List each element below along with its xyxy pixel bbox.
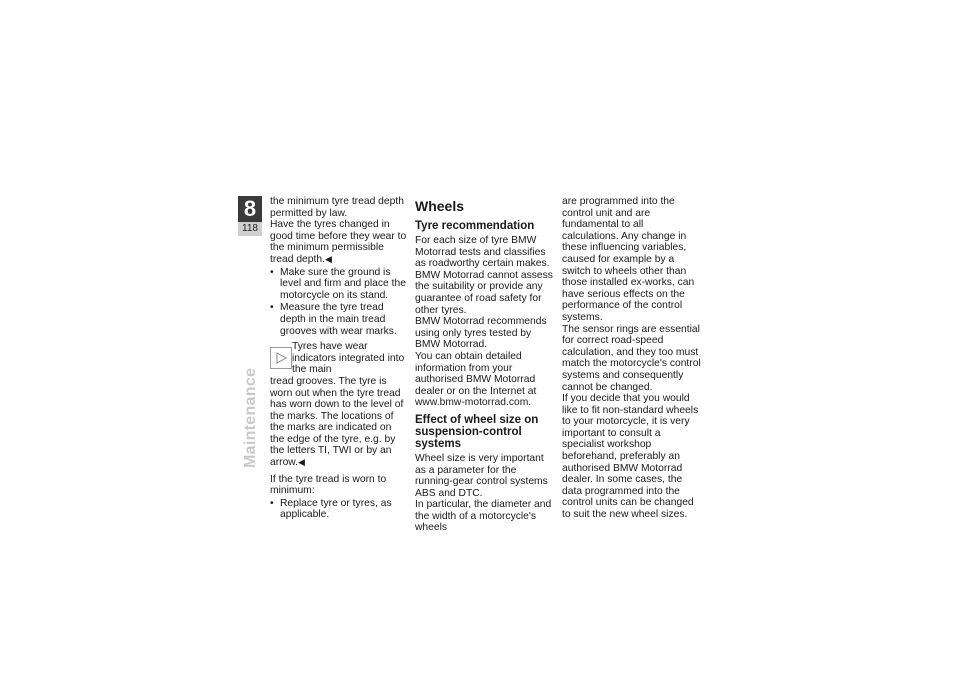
paragraph: For each size of tyre BMW Motorrad tests and classifies as roadworthy certain makes. BMW Motorrad cannot assess the suitability or provide any guarantee of road safety for other tyres.: [415, 235, 553, 316]
note-triangle-glyph: [271, 348, 291, 368]
note-text: [270, 376, 408, 469]
bullet-list: [270, 267, 408, 338]
end-mark: ◀: [324, 253, 332, 264]
subheading: Tyre recommendation: [415, 220, 535, 232]
paragraph: are programmed into the control unit and are fundamental to all calculations. Any change in these influencing variables, caused for example by a switch to wheels other than those installed ex-works, can have serious effects on the performance of the control systems.: [562, 196, 695, 323]
section-heading: Wheels: [415, 198, 465, 214]
paragraph: Wheel size is very important as a parameter for the running-gear control systems ABS and DTC.: [415, 452, 548, 499]
list-item: • Make sure the ground is level and firm and place the motorcycle on its stand.: [270, 267, 408, 302]
section-label-wrap: [238, 350, 262, 470]
section-label: Maintenance: [242, 367, 259, 468]
list-item: • Measure the tyre tread depth in the main tread grooves with wear marks.: [270, 302, 408, 337]
note-text-first: Tyres have wear indicators integrated into the main: [292, 341, 405, 376]
paragraph: The sensor rings are essential for correct road-speed calculation, and they too must match the motorcycle's control systems and consequently cannot be changed.: [562, 323, 701, 393]
column-2: [415, 196, 553, 534]
chapter-number: 8: [238, 196, 262, 222]
paragraph: BMW Motorrad recommends using only tyres tested by BMW Motorrad.: [415, 316, 547, 351]
paragraph: the minimum tyre tread depth permitted by law.: [270, 196, 404, 219]
chapter-marker: [238, 196, 262, 236]
column-1: [270, 196, 408, 525]
paragraph: If the tyre tread is worn to minimum:: [270, 473, 387, 497]
paragraph: In particular, the diameter and the width of a motorcycle's wheels: [415, 499, 552, 534]
column-3: [562, 196, 702, 521]
paragraph: You can obtain detailed information from your authorised BMW Motorrad dealer or on the Internet at www.bmw-motorrad.com.: [415, 350, 537, 409]
subheading: Effect of wheel size on suspension-control systems: [415, 413, 539, 450]
note-text-body: tread grooves. The tyre is worn out when the tyre tread has worn down to the level of the marks. The locations of the marks are indicated on the edge of the tyre, e.g. by the letters TI, TWI or by an arrow.: [270, 375, 404, 469]
note-block: [270, 341, 408, 469]
paragraph: If you decide that you would like to fit non-standard wheels to your motorcycle, it is very important to consult a specialist workshop beforehand, preferably an authorised BMW Motorrad dealer. In some cases, the data programmed into the control units can be changed to suit the new wheel sizes.: [562, 393, 699, 521]
paragraph-text: Have the tyres changed in good time before they wear to the minimum permissible tread depth.: [270, 219, 407, 265]
list-item: • Replace tyre or tyres, as applicable.: [270, 498, 408, 521]
bullet-list: [270, 498, 408, 521]
end-mark: ◀: [298, 457, 305, 468]
page-number: 118: [238, 222, 262, 236]
paragraph: [270, 219, 408, 265]
note-triangle-icon: [270, 347, 292, 369]
